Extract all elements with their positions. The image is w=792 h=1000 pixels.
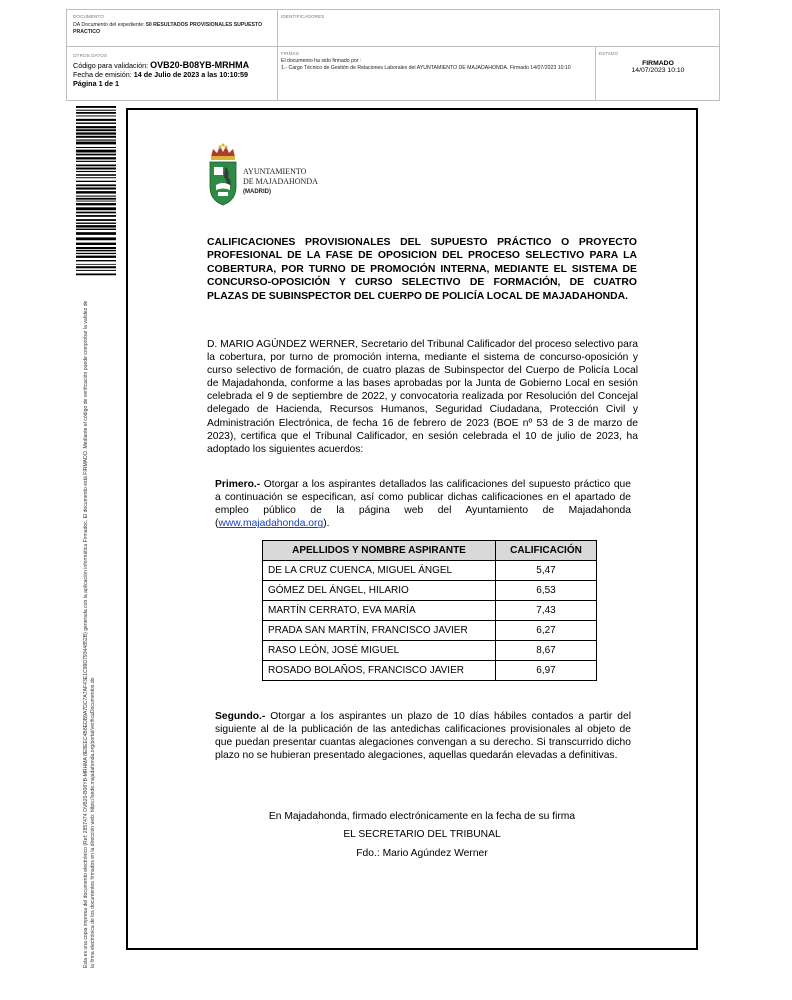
identificadores-label: IDENTIFICADORES <box>281 14 325 19</box>
candidate-name: GÓMEZ DEL ÁNGEL, HILARIO <box>263 581 496 601</box>
table-row <box>263 621 597 641</box>
candidate-name: MARTÍN CERRATO, EVA MARÍA <box>263 601 496 621</box>
candidate-grade: 6,97 <box>496 661 597 681</box>
table-header-row <box>263 541 597 561</box>
firmas-text-2: 1.- Cargo Técnico de Gestión de Relaciones Laborales del AYUNTAMIENTO DE MAJADAHONDA. Firmado 14/07/2023 10:10 <box>281 64 571 71</box>
grades-table <box>262 540 597 681</box>
logo-line-2: DE MAJADAHONDA <box>243 177 318 186</box>
closing-line-3: Fdo.: Mario Agúndez Werner <box>356 848 488 859</box>
table-row <box>263 641 597 661</box>
fecha-label: Fecha de emisión: <box>73 70 134 79</box>
firmas-label: FIRMAS <box>281 51 299 56</box>
estado-label: ESTADO <box>599 51 619 56</box>
document-title: CALIFICACIONES PROVISIONALES DEL SUPUESTO PRÁCTICO O PROYECTO PROFESIONAL DE LA FASE DE OPOSICION DEL PROCESO SELECTIVO PARA LA COBERTURA, POR TURNO DE PROMOCIÓN INTERNA, MEDIANTE EL SISTEMA DE CONCURSO-OPOSICIÓN Y CURSO SELECTIVO DE FORMACIÓN, DE CUATRO PLAZAS DE SUBINSPECTOR DEL CUERPO DE POLICÍA LOCAL DE MAJADAHONDA. <box>207 237 637 302</box>
barcode <box>76 106 116 276</box>
table-row <box>263 581 597 601</box>
documento-cell <box>73 14 273 36</box>
column-header-grade: CALIFICACIÓN <box>496 541 597 561</box>
candidate-name: DE LA CRUZ CUENCA, MIGUEL ÁNGEL <box>263 561 496 581</box>
first-label: Primero.- <box>215 479 261 490</box>
candidate-grade: 8,67 <box>496 641 597 661</box>
closing-line-1: En Majadahonda, firmado electrónicamente en la fecha de su firma <box>268 811 576 822</box>
firmas-cell <box>281 51 593 72</box>
coat-of-arms-logo <box>206 143 240 207</box>
validation-code: OVB20-B08YB-MRHMA <box>150 60 250 70</box>
intro-paragraph: D. MARIO AGÚNDEZ WERNER, Secretario del Tribunal Calificador del proceso selectivo para la cobertura, por turno de promoción interna, mediante el sistema de concurso-oposición y curso selectivo de formación, de cuatro plazas de Subinspector del Cuerpo de Policía Local de Majadahonda, conforme a las bases aprobadas por la Junta de Gobierno Local en sesión celebrada el 9 de septiembre de 2022, y convocatoria realizada por Resolución del Concejal delegado de Hacienda, Recursos Humanos, Seguridad Ciudadana, Protección Civil y Administración Electrónica, de fecha 16 de febrero de 2023 (BOE nº 53 de 3 de marzo de 2023), certifica que el Tribunal Calificador, en sesión celebrada el 10 de julio de 2023, ha adoptado los siguientes acuerdos: <box>207 339 638 455</box>
fecha-emision: 14 de Julio de 2023 a las 10:10:59 <box>133 70 249 79</box>
second-label: Segundo.- <box>215 711 266 722</box>
logo-line-3: (MADRID) <box>243 189 271 195</box>
firmas-text-1: El documento ha sido firmado por : <box>281 58 362 64</box>
logo-text <box>243 167 318 197</box>
candidate-grade: 5,47 <box>496 561 597 581</box>
first-text-end: ). <box>323 518 330 530</box>
otros-datos-cell <box>73 53 273 88</box>
codigo-label: Código para validación: <box>73 61 151 70</box>
verification-side-text: Esta es una copia impresa del documento electrónico (Ref: 2857474 OVB20-B08YB-MRHMA 8E8EEC4B8EDB9A7DC7A7AF43E1C99D79344852B) generada con la aplicación informática Firmadoc. El documento está FIRMADO. Mediante el código de verificación puede comprobar la validez de la firma electrónica de los documentos firmados en la dirección web: https://sede.majadahonda.org/portal/verificaDocumentos.do <box>83 300 96 968</box>
candidate-name: RASO LEÓN, JOSÉ MIGUEL <box>263 641 496 661</box>
page-count: Página 1 de 1 <box>73 79 119 88</box>
candidate-grade: 6,27 <box>496 621 597 641</box>
otros-datos-label: OTROS DATOS <box>73 53 108 58</box>
column-header-name: APELLIDOS Y NOMBRE ASPIRANTE <box>263 541 496 561</box>
first-text: Otorgar a los aspirantes detallados las calificaciones del supuesto práctico que a continuación se especifican, así como publicar dichas calificaciones en el apartado de empleo público de la página web del Ayuntamiento de Majadahonda ( <box>215 479 631 530</box>
website-link[interactable]: www.majadahonda.org <box>218 518 324 530</box>
first-agreement <box>215 478 631 530</box>
estado-cell <box>599 51 717 74</box>
candidate-grade: 7,43 <box>496 601 597 621</box>
identificadores-cell <box>281 14 481 19</box>
estado-date: 14/07/2023 10:10 <box>631 67 685 74</box>
table-row <box>263 601 597 621</box>
candidate-name: ROSADO BOLAÑOS, FRANCISCO JAVIER <box>263 661 496 681</box>
candidate-name: PRADA SAN MARTÍN, FRANCISCO JAVIER <box>263 621 496 641</box>
second-agreement <box>215 710 631 762</box>
logo-line-1: AYUNTAMIENTO <box>243 167 307 176</box>
table-row <box>263 661 597 681</box>
table-row <box>263 561 597 581</box>
candidate-grade: 6,53 <box>496 581 597 601</box>
estado-value: FIRMADO <box>642 60 674 67</box>
closing-line-2: EL SECRETARIO DEL TRIBUNAL <box>343 829 501 840</box>
second-text: Otorgar a los aspirantes un plazo de 10 días hábiles contados a partir del siguiente al de la publicación de las antedichas calificaciones provisionales al objeto de que puedan presentar cuantas alegaciones convengan a su derecho. Si transcurrido dicho plazo no se hubieran presentado alegaciones, aquellas quedarán elevadas a definitivas. <box>215 711 631 762</box>
documento-name: 50 RESULTADOS PROVISIONALES SUPUESTO PRACTICO <box>73 22 263 35</box>
documento-label: DOCUMENTO <box>73 14 104 19</box>
signature-header <box>66 9 720 101</box>
documento-value: DA Documento del expediente: <box>73 22 146 28</box>
